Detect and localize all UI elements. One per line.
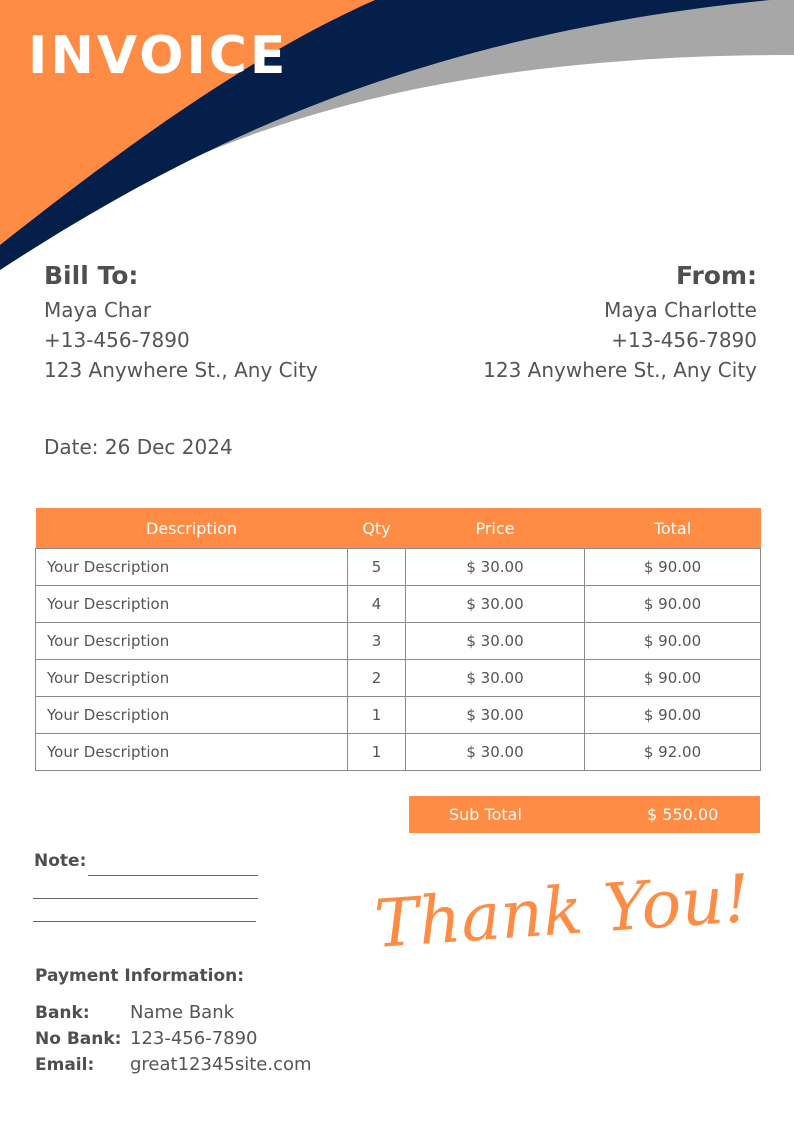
from-address: 123 Anywhere St., Any City xyxy=(483,358,757,382)
row-description: Your Description xyxy=(36,734,348,771)
row-total: $ 90.00 xyxy=(585,623,761,660)
column-header-description: Description xyxy=(36,508,348,549)
row-description: Your Description xyxy=(36,586,348,623)
note-line xyxy=(33,898,258,899)
row-qty: 2 xyxy=(348,660,406,697)
row-price: $ 30.00 xyxy=(406,549,585,586)
table-row xyxy=(36,586,761,623)
row-price: $ 30.00 xyxy=(406,660,585,697)
row-price: $ 30.00 xyxy=(406,586,585,623)
row-qty: 1 xyxy=(348,734,406,771)
bill-to-address: 123 Anywhere St., Any City xyxy=(44,358,318,382)
subtotal-value: $ 550.00 xyxy=(647,805,719,824)
row-total: $ 90.00 xyxy=(585,660,761,697)
row-description: Your Description xyxy=(36,660,348,697)
row-description: Your Description xyxy=(36,697,348,734)
row-total: $ 90.00 xyxy=(585,586,761,623)
from-heading: From: xyxy=(675,261,757,290)
note-label: Note: xyxy=(34,851,87,871)
items-table xyxy=(35,508,761,771)
row-qty: 3 xyxy=(348,623,406,660)
row-qty: 4 xyxy=(348,586,406,623)
bill-to-name: Maya Char xyxy=(44,298,152,322)
from-name: Maya Charlotte xyxy=(604,298,757,322)
row-total: $ 92.00 xyxy=(585,734,761,771)
column-header-qty: Qty xyxy=(348,508,406,549)
from-phone: +13-456-7890 xyxy=(611,328,757,352)
invoice-title: INVOICE xyxy=(28,26,289,86)
table-row xyxy=(36,549,761,586)
row-qty: 5 xyxy=(348,549,406,586)
subtotal-bar xyxy=(409,796,760,833)
note-line xyxy=(88,875,258,876)
row-qty: 1 xyxy=(348,697,406,734)
payment-email-row xyxy=(35,1052,312,1078)
payment-heading: Payment Information: xyxy=(35,966,245,986)
bank-label: Bank: xyxy=(35,1003,90,1023)
bill-to-block xyxy=(44,259,318,385)
column-header-total: Total xyxy=(585,508,761,549)
email-value: great12345site.com xyxy=(130,1054,312,1075)
table-row xyxy=(36,623,761,660)
row-description: Your Description xyxy=(36,549,348,586)
account-label: No Bank: xyxy=(35,1029,122,1049)
payment-bank-row xyxy=(35,1000,312,1026)
account-value: 123-456-7890 xyxy=(130,1028,258,1049)
table-row xyxy=(36,697,761,734)
bank-value: Name Bank xyxy=(130,1002,235,1023)
payment-account-row xyxy=(35,1026,312,1052)
row-price: $ 30.00 xyxy=(406,697,585,734)
bill-to-heading: Bill To: xyxy=(44,261,139,290)
column-header-price: Price xyxy=(406,508,585,549)
thank-you-text: Thank You! xyxy=(372,859,753,964)
bill-to-phone: +13-456-7890 xyxy=(44,328,190,352)
subtotal-label: Sub Total xyxy=(449,805,522,824)
row-price: $ 30.00 xyxy=(406,734,585,771)
row-total: $ 90.00 xyxy=(585,697,761,734)
table-row xyxy=(36,660,761,697)
row-price: $ 30.00 xyxy=(406,623,585,660)
row-total: $ 90.00 xyxy=(585,549,761,586)
email-label: Email: xyxy=(35,1055,95,1075)
row-description: Your Description xyxy=(36,623,348,660)
invoice-date: Date: 26 Dec 2024 xyxy=(44,435,233,459)
table-row xyxy=(36,734,761,771)
payment-info xyxy=(35,966,312,1078)
table-header-row xyxy=(36,508,761,549)
note-line xyxy=(33,921,256,922)
from-block xyxy=(483,259,757,385)
